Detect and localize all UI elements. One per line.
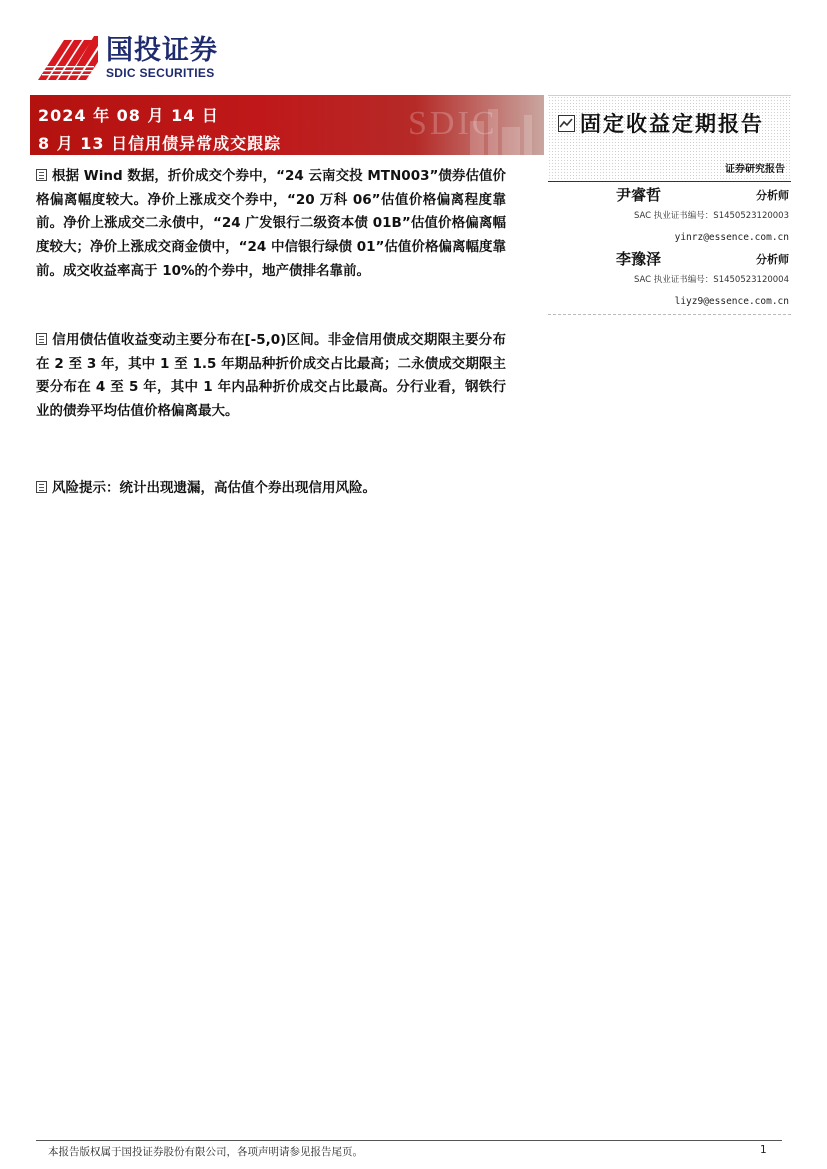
footer-divider — [36, 1140, 782, 1141]
paragraph-text: 根据 Wind 数据，折价成交个券中，“24 云南交投 MTN003”债券估值价格偏离幅度较大。净价上涨成交个券中，“20 万科 06”估值价格偏离程度靠前。净价上涨成交二永债中，“24 广发银行二级资本债 01B”估值价格偏离幅度较大；净价上涨成交商金债中，“24 中信银行绿债 01”估值价格偏离幅度靠前。成交收益率高于 10%的个券中，地产债排名靠前。 — [36, 168, 506, 279]
analyst-email[interactable]: liyz9@essence.com.cn — [674, 296, 789, 307]
title-banner — [30, 95, 544, 155]
logo-chinese-name: 国投证券 — [106, 35, 218, 66]
analyst-email[interactable]: yinrz@essence.com.cn — [674, 232, 789, 243]
report-type-header — [548, 95, 791, 181]
report-category: 证券研究报告 — [725, 164, 785, 175]
analyst-card — [548, 248, 791, 312]
analyst-cert-number: SAC 执业证书编号：S1450523120004 — [633, 275, 789, 285]
divider — [548, 181, 791, 182]
analyst-role: 分析师 — [756, 189, 789, 202]
paragraph-text: 信用债估值收益变动主要分布在[-5,0)区间。非金信用债成交期限主要分布在 2 至 3 年，其中 1 至 1.5 年期品种折价成交占比最高；二永债成交期限主要分布在 4 至 5 年，其中 1 年内品种折价成交占比最高。分行业看，钢铁行业的债券平均估值价格偏离最大。 — [36, 332, 506, 420]
analyst-name: 尹睿哲 — [616, 186, 662, 204]
document-bullet-icon — [36, 169, 47, 181]
analyst-name: 李豫泽 — [616, 250, 662, 268]
footer-disclaimer: 本报告版权属于国投证券股份有限公司，各项声明请参见报告尾页。 — [48, 1146, 363, 1158]
paragraph-text: 风险提示：统计出现遗漏，高估值个券出现信用风险。 — [52, 480, 376, 496]
analyst-card — [548, 184, 791, 248]
risk-warning-paragraph — [36, 477, 506, 501]
report-type-label: 固定收益定期报告 — [580, 112, 764, 136]
document-bullet-icon — [36, 481, 47, 493]
report-title: 8 月 13 日信用债异常成交跟踪 — [38, 134, 282, 153]
banner-watermark: SDIC — [408, 105, 498, 142]
report-date: 2024 年 08 月 14 日 — [38, 106, 219, 125]
analyst-cert-number: SAC 执业证书编号：S1450523120003 — [633, 211, 789, 221]
analyst-role: 分析师 — [756, 253, 789, 266]
summary-paragraph — [36, 329, 506, 424]
logo-english-name: SDIC SECURITIES — [106, 66, 215, 80]
sdic-logo-mark-icon — [38, 36, 98, 80]
company-logo — [38, 36, 218, 80]
divider — [548, 314, 791, 315]
page-number: 1 — [760, 1144, 767, 1156]
document-bullet-icon — [36, 333, 47, 345]
line-chart-icon — [558, 115, 575, 132]
summary-paragraph — [36, 165, 506, 284]
